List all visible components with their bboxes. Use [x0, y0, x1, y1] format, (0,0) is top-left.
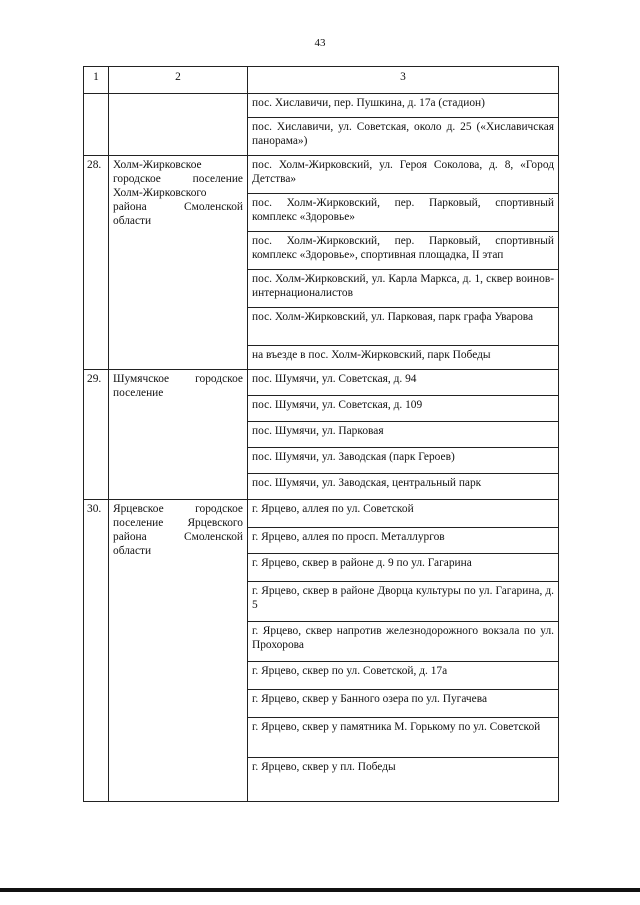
address-cell: пос. Холм-Жирковский, ул. Героя Соколова, д. 8, «Город Детства» — [248, 156, 559, 194]
header-col-1: 1 — [84, 67, 109, 94]
address-cell: пос. Шумячи, ул. Парковая — [248, 422, 559, 448]
header-col-2: 2 — [109, 67, 248, 94]
address-cell: пос. Шумячи, ул. Советская, д. 109 — [248, 396, 559, 422]
table-row — [84, 500, 559, 528]
address-cell: пос. Хиславичи, пер. Пушкина, д. 17а (стадион) — [248, 94, 559, 118]
address-cell: пос. Холм-Жирковский, пер. Парковый, спортивный комплекс «Здоровье», спортивная площадка, II этап — [248, 232, 559, 270]
table-body — [84, 94, 559, 802]
settlement-name: Ярцевское городское поселение Ярцевского района Смоленской области — [109, 500, 248, 802]
address-cell: г. Ярцево, сквер в районе Дворца культуры по ул. Гагарина, д. 5 — [248, 582, 559, 622]
address-cell: г. Ярцево, сквер напротив железнодорожного вокзала по ул. Прохорова — [248, 622, 559, 662]
address-cell: г. Ярцево, аллея по ул. Советской — [248, 500, 559, 528]
table-row — [84, 156, 559, 194]
address-cell: г. Ярцево, аллея по просп. Металлургов — [248, 528, 559, 554]
address-cell: г. Ярцево, сквер в районе д. 9 по ул. Гагарина — [248, 554, 559, 582]
row-number — [84, 94, 109, 156]
address-cell: пос. Шумячи, ул. Советская, д. 94 — [248, 370, 559, 396]
row-number: 28. — [84, 156, 109, 370]
header-col-3: 3 — [248, 67, 559, 94]
table-row — [84, 370, 559, 396]
address-cell: пос. Шумячи, ул. Заводская (парк Героев) — [248, 448, 559, 474]
address-cell: г. Ярцево, сквер у Банного озера по ул. Пугачева — [248, 690, 559, 718]
settlement-name: Холм-Жирковское городское поселение Холм-Жирковского района Смоленской области — [109, 156, 248, 370]
settlement-name: Шумячское городское поселение — [109, 370, 248, 500]
addresses-table — [83, 66, 559, 802]
scan-bottom-edge — [0, 888, 640, 892]
table-header-row — [84, 67, 559, 94]
address-cell: на въезде в пос. Холм-Жирковский, парк Победы — [248, 346, 559, 370]
address-cell: пос. Холм-Жирковский, пер. Парковый, спортивный комплекс «Здоровье» — [248, 194, 559, 232]
address-cell: пос. Холм-Жирковский, ул. Карла Маркса, д. 1, сквер воинов-интернационалистов — [248, 270, 559, 308]
table-row — [84, 94, 559, 118]
address-cell: г. Ярцево, сквер по ул. Советской, д. 17а — [248, 662, 559, 690]
address-cell: пос. Холм-Жирковский, ул. Парковая, парк графа Уварова — [248, 308, 559, 346]
row-number: 30. — [84, 500, 109, 802]
address-cell: пос. Хиславичи, ул. Советская, около д. 25 («Хиславичская панорама») — [248, 118, 559, 156]
settlement-name — [109, 94, 248, 156]
address-cell: пос. Шумячи, ул. Заводская, центральный парк — [248, 474, 559, 500]
address-cell: г. Ярцево, сквер у пл. Победы — [248, 758, 559, 802]
address-cell: г. Ярцево, сквер у памятника М. Горькому по ул. Советской — [248, 718, 559, 758]
page-number: 43 — [314, 37, 326, 49]
row-number: 29. — [84, 370, 109, 500]
